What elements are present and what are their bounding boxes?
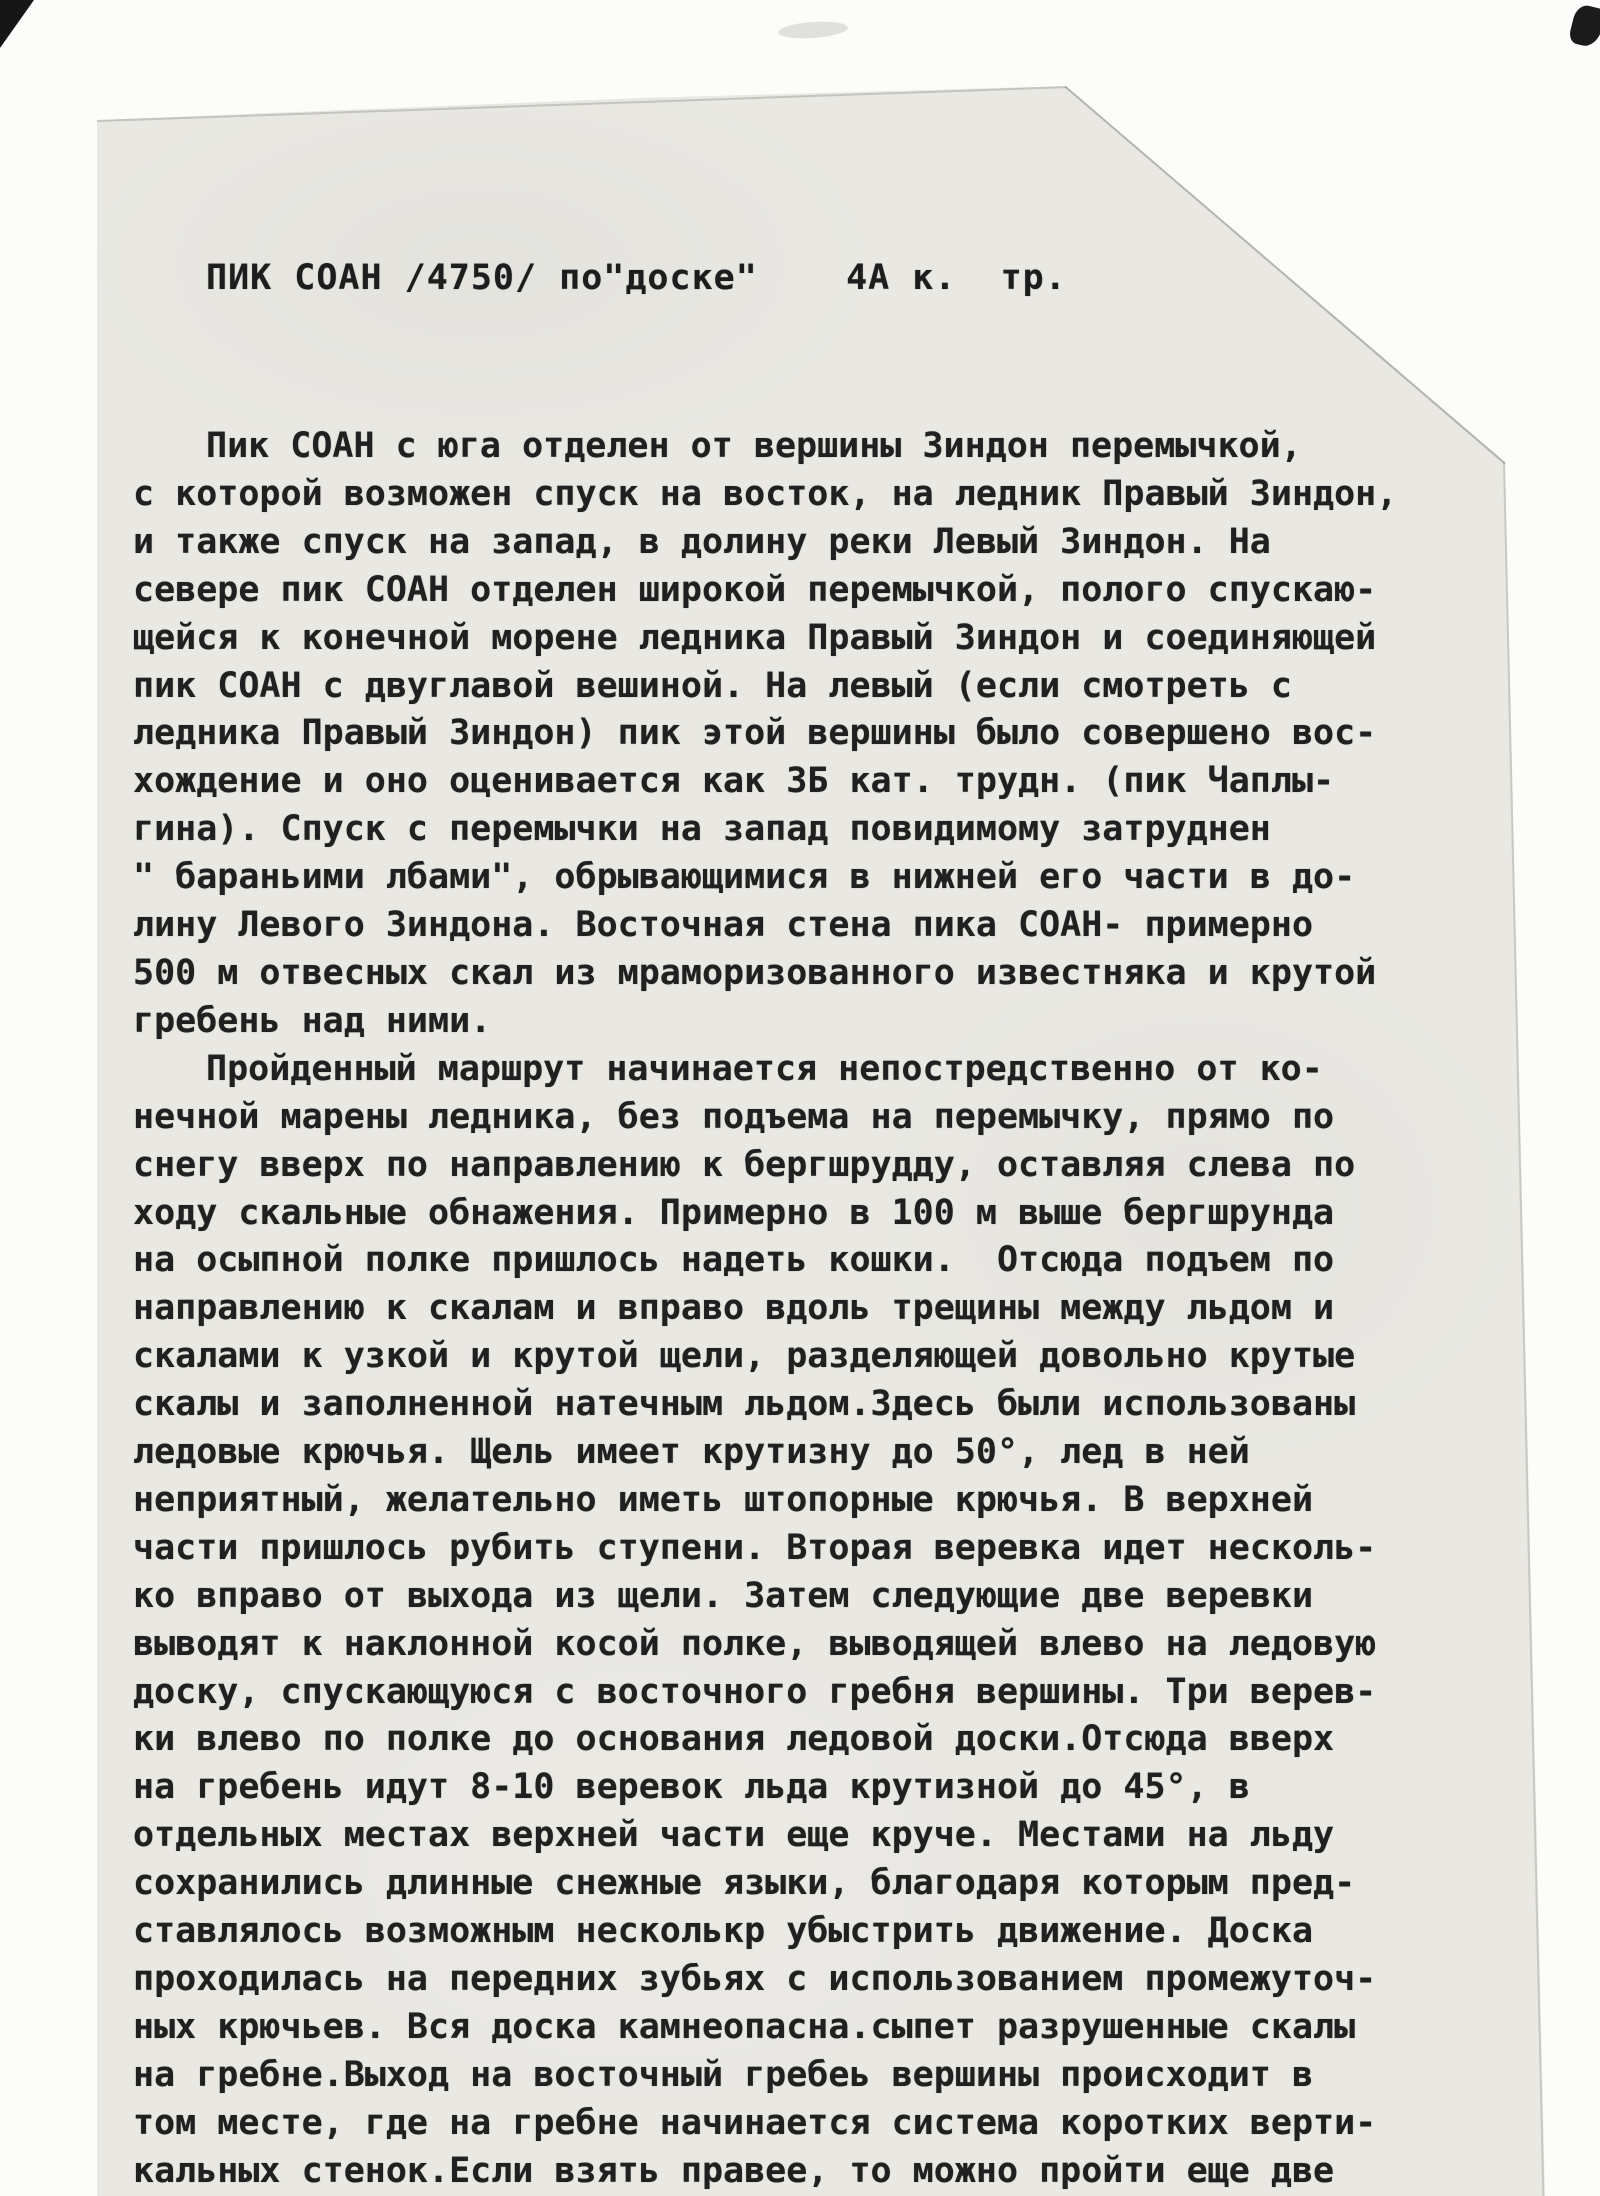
scan-artifact-top-right — [1568, 3, 1600, 49]
text-line: щейся к конечной морене ледника Правый Зиндон и соединяющей — [133, 617, 1377, 658]
text-line: ледовые крючья. Щель имеет крутизну до 50°, лед в ней — [133, 1432, 1250, 1473]
text-line: 500 м отвесных скал из мраморизованного известняка и крутой — [133, 952, 1377, 993]
text-line: части пришлось рубить ступени. Вторая веревка идет несколь- — [133, 1527, 1377, 1568]
text-line: направлению к скалам и вправо вдоль трещины между льдом и — [133, 1288, 1335, 1329]
text-line: ко вправо от выхода из щели. Затем следующие две веревки — [133, 1575, 1314, 1616]
text-line: снегу вверх по направлению к бергшрудду, оставляя слева по — [133, 1144, 1356, 1185]
text-line: Пик СОАН с юга отделен от вершины Зиндон перемычкой, — [206, 426, 1302, 466]
text-line: ных крючьев. Вся доска камнеопасна.сыпет разрушенные скалы — [133, 2006, 1356, 2047]
scan-artifact-top-left — [0, 0, 34, 48]
text-line: отдельных местах верхней части еще круче. Местами на льду — [133, 1815, 1335, 1856]
text-line: и также спуск на запад, в долину реки Левый Зиндон. На — [133, 521, 1271, 562]
text-line: проходилась на передних зубьях с использованием промежуточ- — [133, 1959, 1377, 1999]
text-line: выводят к наклонной косой полке, выводящей влево на ледовую — [133, 1623, 1377, 1664]
scan-smudge — [778, 20, 849, 41]
text-line: кальных стенок.Если взять правее, то можно пройти еще две — [133, 2150, 1335, 2191]
text-line: хождение и оно оценивается как 3Б кат. трудн. (пик Чаплы- — [133, 761, 1335, 802]
text-line: доску, спускающуюся с восточного гребня вершины. Три верев- — [133, 1671, 1377, 1712]
text-line: на осыпной полке пришлось надеть кошки. Отсюда подъем по — [133, 1240, 1335, 1281]
text-line: скалы и заполненной натечным льдом.Здесь были использованы — [133, 1384, 1356, 1425]
text-line: неприятный, желательно иметь штопорные крючья. В верхней — [133, 1479, 1314, 1520]
text-line: ставлялось возможным несколькр убыстрить движение. Доска — [133, 1911, 1314, 1952]
page-title: ПИК СОАН /4750/ по"доске" 4А к. тр. — [206, 258, 1067, 298]
text-line: ки влево по полке до основания ледовой доски.Отсюда вверх — [133, 1719, 1335, 1760]
text-line: на гребне.Выход на восточный гребеь вершины происходит в — [133, 2054, 1314, 2095]
text-line: на гребень идут 8-10 веревок льда крутизной до 45°, в — [133, 1767, 1250, 1808]
text-line: Пройденный маршрут начинается непостредственно от ко- — [206, 1048, 1323, 1089]
text-line: ходу скальные обнажения. Примерно в 100 м выше бергшрунда — [133, 1192, 1335, 1233]
text-line: нечной марены ледника, без подъема на перемычку, прямо по — [133, 1096, 1335, 1137]
text-line: скалами к узкой и крутой щели, разделяющей довольно крутые — [133, 1336, 1356, 1377]
text-line: севере пик СОАН отделен широкой перемычкой, полого спускаю- — [133, 569, 1377, 610]
text-line: гина). Спуск с перемычки на запад повидимому затруднен — [133, 809, 1271, 850]
text-line: " бараньими лбами", обрывающимися в нижней его части в до- — [133, 857, 1356, 898]
text-line: гребень над ними. — [133, 1000, 492, 1041]
text-line: лину Левого Зиндона. Восточная стена пика СОАН- примерно — [133, 905, 1314, 946]
text-line: том месте, где на гребне начинается система коротких верти- — [133, 2102, 1377, 2143]
text-line: ледника Правый Зиндон) пик этой вершины было совершено вос- — [133, 713, 1377, 754]
text-line: пик СОАН с двуглавой вешиной. На левый (если смотреть с — [133, 665, 1292, 706]
text-line: сохранились длинные снежные языки, благодаря которым пред- — [133, 1863, 1356, 1904]
text-line: с которой возможен спуск на восток, на ледник Правый Зиндон, — [133, 473, 1398, 514]
document-body — [133, 423, 1533, 2196]
